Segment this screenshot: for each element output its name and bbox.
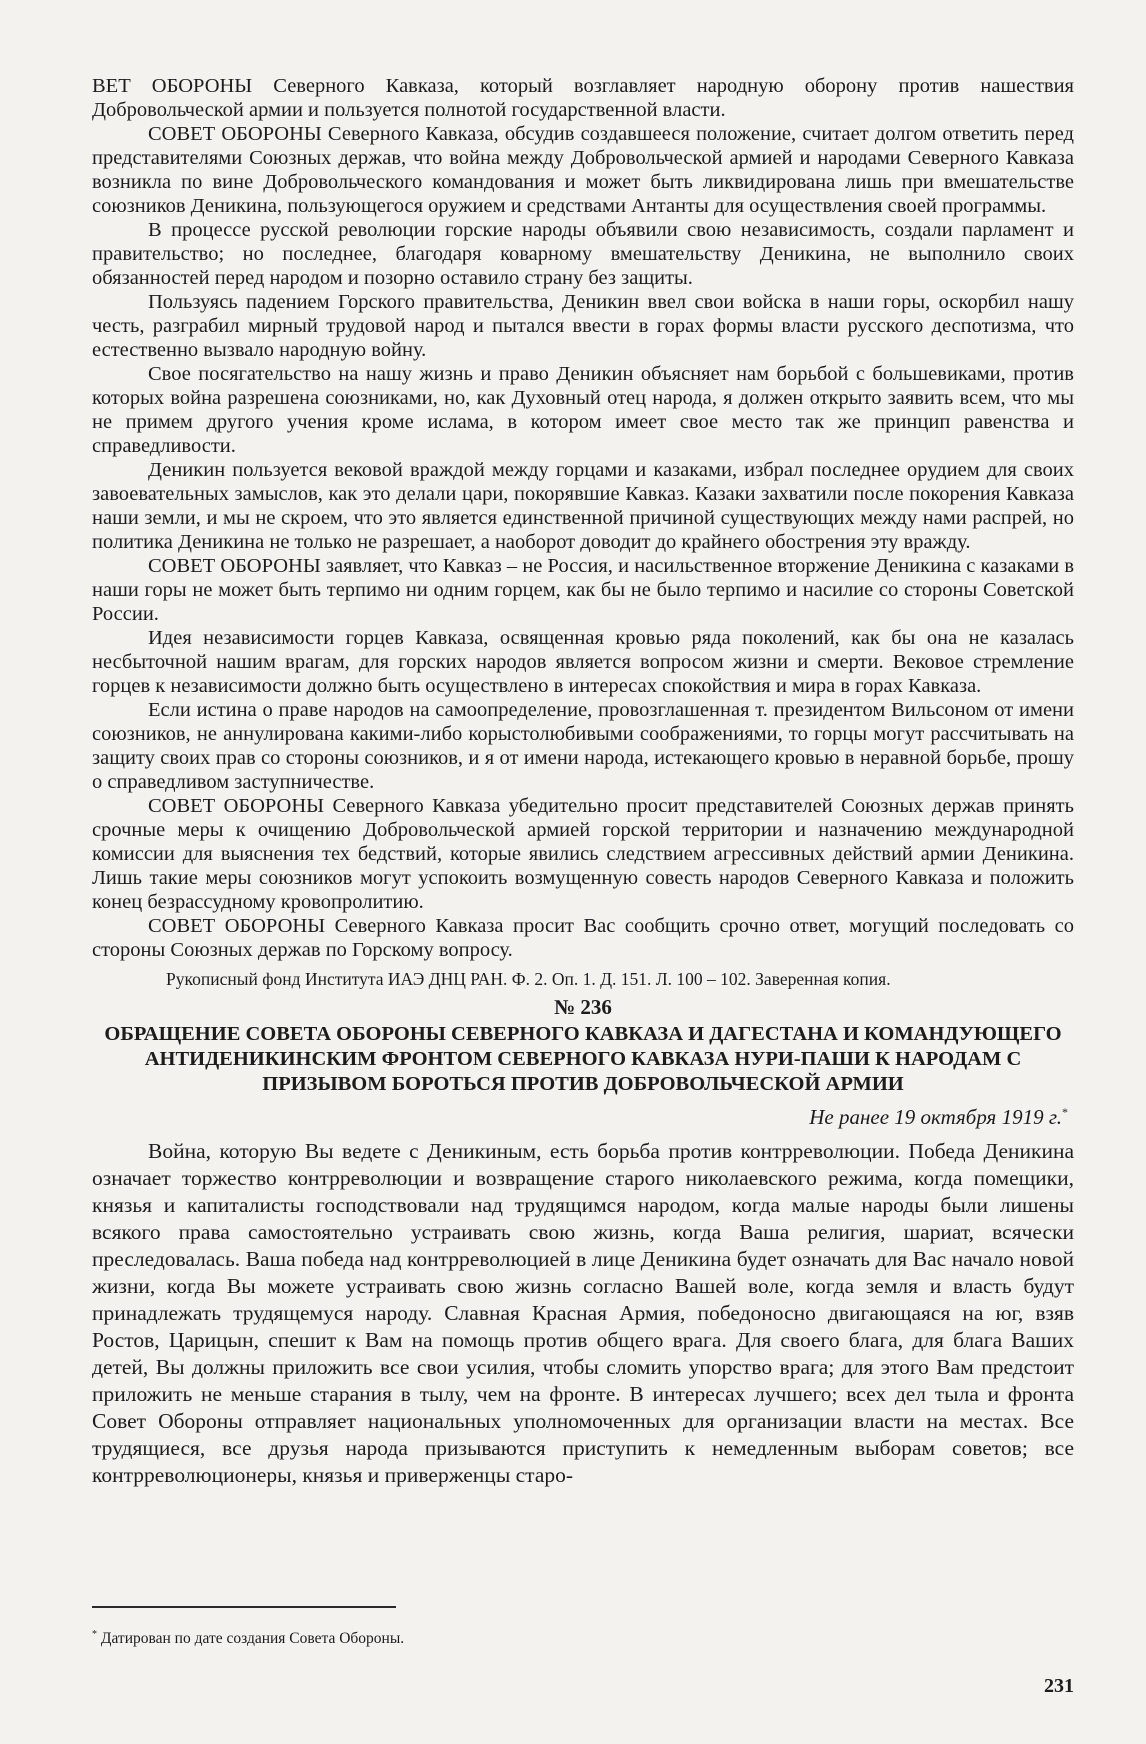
footnote-text: Датирован по дате создания Совета Обороны. [100,1630,405,1648]
footnote [92,1625,404,1649]
paragraph-5: Свое посягательство на нашу жизнь и право Деникин объясняет нам борьбой с большевиками, против которых война разрешена союзниками, но, как Духовный отец народа, я должен открыто заявить всем, что мы не примем другого учения кроме ислама, в котором имеет свое место так же принцип равенства и справедливости. [92,363,1074,457]
paragraph-2: СОВЕТ ОБОРОНЫ Северного Кавказа, обсудив создавшееся положение, считает долгом ответить перед представителями Союзных держав, что война между Добровольческой армией и народами Северного Кавказа возникла по вине Добровольческого командования и может быть ликвидирована лишь при вмешательстве союзников Деникина, пользующегося оружием и средствами Антанты для осуществления своей программы. [92,123,1074,217]
document-number: № 236 [554,995,612,1019]
document-title: ОБРАЩЕНИЕ СОВЕТА ОБОРОНЫ СЕВЕРНОГО КАВКАЗА И ДАГЕСТАНА И КОМАНДУЮЩЕГО АНТИДЕНИКИНСКИМ ФРОНТОМ СЕВЕРНОГО КАВКАЗА НУРИ-ПАШИ К НАРОДАМ С ПРИЗЫВОМ БОРОТЬСЯ ПРОТИВ ДОБРОВОЛЬЧЕСКОЙ АРМИИ [104,1023,1062,1095]
paragraph-8: Идея независимости горцев Кавказа, освященная кровью ряда поколений, как бы она не казалась несбыточной нашим врагам, для горских народов является вопросом жизни и смерти. Вековое стремление горцев к независимости должно быть осуществлено в интересах спокойствия и мира в горах Кавказа. [92,627,1074,697]
appeal-paragraph: Война, которую Вы ведете с Деникиным, есть борьба против контрреволюции. Победа Деникина означает торжество контрреволюции и возвращение старого николаевского режима, когда помещики, князья и капиталисты господствовали над трудящимся народом, когда малые народы были лишены всякого права самостоятельно устраивать свою жизнь, когда Ваша религия, шариат, всячески преследовалась. Ваша победа над контрреволюцией в лице Деникина будет означать для Вас начало новой жизни, когда Вы можете устраивать свою жизнь согласно Вашей воле, когда земля и власть будут принадлежать трудящемуся народу. Славная Красная Армия, победоносно двигающаяся на юг, взяв Ростов, Царицын, спешит к Вам на помощь против общего врага. Для своего блага, для блага Ваших детей, Вы должны приложить все свои усилия, чтобы сломить упорство врага; для этого Вам предстоит приложить не меньше старания в тылу, чем на фронте. В интересах лучшего; всех дел тыла и фронта Совет Обороны отправляет национальных уполномоченных для организации власти на местах. Все трудящиеся, все друзья народа призываются приступить к немедленным выборам советов; все контрреволюционеры, князья и приверженцы старо- [92,1139,1074,1487]
paragraph-4: Пользуясь падением Горского правительства, Деникин ввел свои войска в наши горы, оскорбил нашу честь, разграбил мирный трудовой народ и пытался ввести в горах формы власти русского деспотизма, что естественно вызвало народную войну. [92,291,1074,361]
document-page [92,74,1074,1714]
paragraph-1: ВЕТ ОБОРОНЫ Северного Кавказа, который возглавляет народную оборону против нашествия Добровольческой армии и пользуется полнотой государственной власти. [92,75,1074,121]
document-date-text: Не ранее 19 октября 1919 г. [809,1105,1062,1129]
paragraph-3: В процессе русской революции горские народы объявили свою независимость, создали парламент и правительство; но последнее, благодаря коварному вмешательству Деникина, не выполнило своих обязанностей перед народом и позорно оставило страну без защиты. [92,219,1074,289]
footnote-divider [92,1606,396,1608]
date-footnote-mark: * [1062,1105,1068,1119]
page-number: 231 [1044,1675,1074,1697]
paragraph-11: СОВЕТ ОБОРОНЫ Северного Кавказа просит Вас сообщить срочно ответ, могущий последовать со стороны Союзных держав по Горскому вопросу. [92,915,1074,961]
document-date [92,1099,1074,1130]
paragraph-9: Если истина о праве народов на самоопределение, провозглашенная т. президентом Вильсоном от имени союзников, не аннулирована какими-либо корыстолюбивыми соображениями, то горцы могут рассчитывать на защиту своих прав со стороны союзников, и я от имени народа, истекающего кровью в неравной борьбе, прошу о справедливом заступничестве. [92,699,1074,793]
paragraph-7: СОВЕТ ОБОРОНЫ заявляет, что Кавказ – не Россия, и насильственное вторжение Деникина с казаками в наши горы не может быть терпимо ни одним горцем, как бы не было терпимо и насилие со стороны Советской России. [92,555,1074,625]
paragraph-10: СОВЕТ ОБОРОНЫ Северного Кавказа убедительно просит представителей Союзных держав принять срочные меры к очищению Добровольческой армией горской территории и назначению международной комиссии для выяснения тех бедствий, которые явились следствием агрессивных действий армии Деникина. Лишь такие меры союзников могут успокоить возмущенную совесть народов Северного Кавказа и положить конец безрассудному кровопролитию. [92,795,1074,913]
paragraph-6: Деникин пользуется вековой враждой между горцами и казаками, избрал последнее орудием для своих завоевательных замыслов, как это делали цари, покорявшие Кавказ. Казаки захватили после покорения Кавказа наши земли, и мы не скроем, что это является единственной причиной существующих между нами распрей, но политика Деникина не только не разрешает, а наоборот доводит до крайнего обострения эту вражду. [92,459,1074,553]
footnote-mark: * [92,1629,97,1640]
archive-source-note: Рукописный фонд Института ИАЭ ДНЦ РАН. Ф. 2. Оп. 1. Д. 151. Л. 100 – 102. Заверенная копия. [166,969,891,989]
